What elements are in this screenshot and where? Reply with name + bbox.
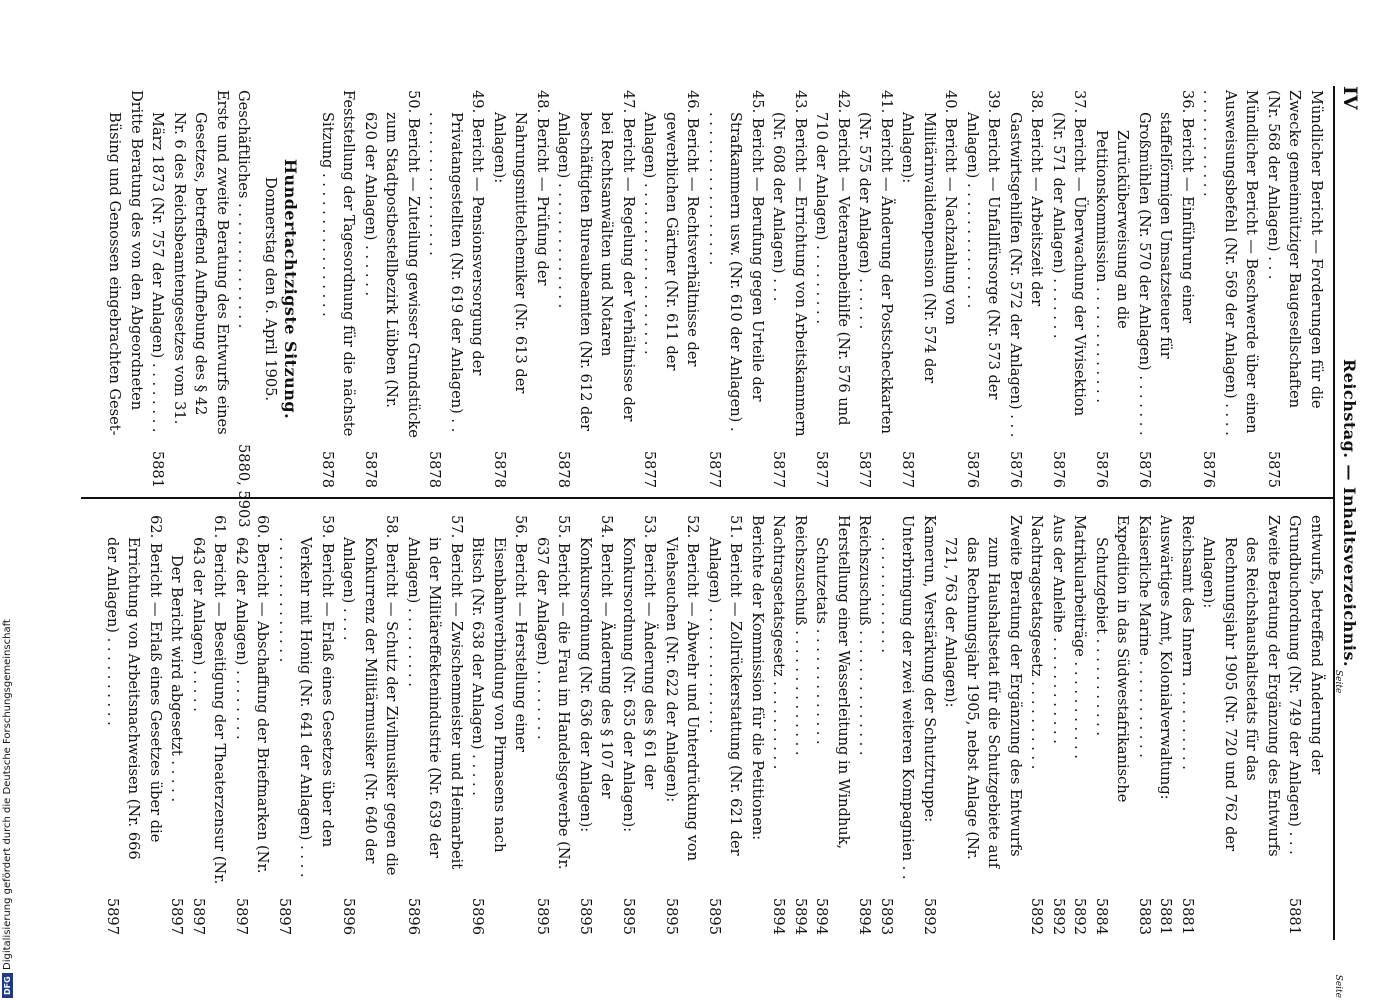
toc-entry-page: 5877 [641, 450, 659, 488]
toc-entry-text: 52. Bericht — Abwehr und Unterdrückung von Viehseuchen (Nr. 622 der Anlagen): [663, 515, 702, 862]
toc-entry-page: 5881 [1179, 897, 1196, 935]
page-header [1333, 86, 1365, 940]
toc-entry [790, 515, 812, 935]
toc-entry-text: Aus der Anleihe . . . . . . . . . . . . [1050, 515, 1067, 744]
toc-entry-page: 5892 [1028, 897, 1046, 935]
toc-entry-page: 5897 [233, 897, 250, 935]
toc-entry [403, 515, 468, 935]
toc-entry-text: Mündlicher Bericht — Beschwerde über einen Ausweisungsbefehl (Nr. 569 der Anlagen) . . . . . . . . . . . . . . . . [1200, 90, 1261, 436]
toc-entry-text: 56. Bericht — Herstellung einer Eisenbahnverbindung von Pirmasens nach Bitsch (Nr. 638 der Anlagen) . . . . . [469, 515, 530, 853]
toc-entry-text: 40. Bericht — Nachzahlung von Militärinvalidenpension (Nr. 574 der Anlagen): [899, 90, 960, 384]
toc-entry-page: 5894 [792, 897, 809, 935]
toc-entry-text: Reichszuschuß . . . . . . . . . . . . . . [792, 515, 809, 756]
toc-entry-page: 5895 [663, 897, 680, 935]
toc-entry [661, 515, 704, 935]
toc-entry-text: Kamerun, Verstärkung der Schutztruppe: [921, 515, 938, 823]
toc-entry [102, 515, 167, 935]
toc-entry-page: 5896 [340, 897, 358, 935]
toc-entry-page: 5895 [534, 897, 551, 935]
footer-text: Digitalisierung gefördert durch die Deutsche Forschungsgemeinschaft [2, 619, 13, 970]
toc-entry [360, 90, 425, 488]
column-divider [81, 497, 1333, 499]
toc-entry-page: 5892 [1050, 897, 1067, 935]
toc-entry [467, 515, 532, 935]
toc-entry-text: 49. Bericht — Pensionsversorgung der Privatangestellten (Nr. 619 der Anlagen) . . . . . . . . . . . . . . . . . . [426, 90, 487, 433]
toc-entry-page: 5877 [770, 450, 788, 488]
toc-entry [639, 90, 704, 488]
toc-entry-page: 5896 [469, 897, 487, 935]
toc-entry-page: 5884 [1093, 897, 1110, 935]
toc-entry-text: 39. Bericht — Unfallfürsorge (Nr. 573 der Anlagen) . . . . . . . . . . . . . . [964, 90, 1003, 400]
toc-entry-text: Zweite Beratung der Ergänzung des Entwurfs zum Haushaltsetat für die Schutzgebiete auf das Rechnungsjahr 1905, nebst Anlage (Nr. 721, 763 der Anlagen): [942, 515, 1024, 869]
toc-entry-text: Feststellung der Tagesordnung für die nächste Sitzung . . . . . . . . . . . . . . . . [319, 90, 358, 437]
toc-entry [704, 90, 769, 488]
toc-entry-text: Zweite Beratung der Ergänzung des Entwurfs des Reichshaushaltsetats für das Rechnungsjahr 1905 (Nr. 720 und 762 der Anlagen): [1200, 515, 1282, 857]
toc-entry-text: Reichsamt des Innern . . . . . . . . . . [1179, 515, 1196, 770]
toc-entry-page: 5881 [1286, 897, 1304, 935]
toc-entry [338, 515, 403, 935]
toc-entry [1026, 515, 1048, 935]
seite-label-left: Seite [1333, 670, 1343, 694]
toc-entry-text: Geschäftliches . . . . . . . . . . . . . . [235, 90, 253, 329]
toc-entry-text: 46. Bericht — Rechtsverhältnisse der gewerblichen Gärtner (Nr. 611 der Anlagen) . . . . . . . . . . . . . . . . . . . [641, 90, 702, 371]
toc-entry [811, 515, 854, 935]
toc-entry-text: Nachtragsetatsgesetz . . . . . . . . . . [1028, 515, 1046, 770]
toc-entry-text: Der Bericht wird abgesetzt . . . . . [168, 555, 186, 803]
right-column [102, 515, 1328, 935]
running-head: Reichstag. — Inhaltsverzeichnis. [1340, 358, 1359, 668]
toc-entry-text: 41. Bericht — Änderung der Postscheckkarten (Nr. 575 der Anlagen) . . . . . . [856, 90, 895, 434]
toc-entry [768, 90, 811, 488]
seite-label-right: Seite [1333, 974, 1343, 998]
toc-entry-text: Auswärtiges Amt, Kolonialverwaltung: [1157, 515, 1175, 800]
toc-entry [854, 90, 897, 488]
toc-entry-page: 5883 [1136, 897, 1153, 935]
toc-entry-page: 5892 [921, 897, 938, 935]
toc-entry-text: Unterbringung der zwei weiteren Kompagnien . . . . . . . . . . . . . . . [878, 515, 917, 880]
sitzung-date: Donnerstag den 6. April 1905. [262, 176, 280, 402]
toc-entry-page: 5895 [620, 897, 637, 935]
toc-entry [1048, 90, 1091, 488]
toc-entry-page: 5878 [426, 450, 444, 488]
toc-entry [575, 515, 618, 935]
toc-entry-text: 38. Bericht — Arbeitszeit der Gastwirtsgehilfen (Nr. 572 der Anlagen) . . . [1007, 90, 1046, 438]
toc-entry-page: 5880, 5903 [235, 444, 253, 528]
toc-entry-text: 42. Bericht — Veteranenbeihilfe (Nr. 576 und 710 der Anlagen) . . . . . . . . . [813, 90, 852, 426]
toc-entry-page: 5894 [856, 897, 874, 935]
toc-entry-page: 5895 [577, 897, 594, 935]
toc-entry [104, 90, 147, 488]
toc-entry [424, 90, 489, 488]
toc-entry-page: 5876 [964, 450, 981, 488]
toc-entry-page: 5897 [168, 897, 186, 935]
toc-entry-page: 5875 [1265, 450, 1282, 488]
toc-entry [231, 515, 274, 935]
toc-entry [489, 90, 554, 488]
page-number: IV [1339, 86, 1361, 110]
toc-entry-text: 47. Bericht — Regelung der Verhältnisse der bei Rechtsanwälten und Notaren beschäftigten Bureaubeamten (Nr. 612 der Anlagen) . . . . . . . . . . . . . . [555, 90, 637, 432]
right-entry-list [102, 515, 1328, 935]
left-column [104, 90, 1327, 528]
toc-entry [811, 90, 854, 488]
toc-entry-text: Matrikularbeiträge . . . . . . . . . . . [1071, 515, 1089, 759]
toc-entry-text: Nachtragsetatsgesetz . . . . . . . . . . [770, 515, 788, 770]
left-entry-list-2 [104, 90, 255, 528]
toc-entry-page: 5892 [1071, 897, 1089, 935]
left-entry-list [317, 90, 1328, 488]
toc-entry-text: 59. Bericht — Erlaß eines Gesetzes über den Verkehr mit Honig (Nr. 641 der Anlagen) . . . . . . . . . . . . . . . . . . [276, 515, 336, 878]
toc-entry-page: 5876 [1136, 450, 1153, 488]
toc-entry-page: 5881 [1157, 897, 1175, 935]
toc-entry-text: 61. Bericht — Beseitigung der Theaterzensur (Nr. 643 der Anlagen) . . . . . [190, 515, 229, 885]
toc-entry-page: 5877 [856, 450, 874, 488]
toc-entry-page: 5877 [899, 450, 917, 488]
toc-entry [747, 515, 769, 935]
toc-entry-text: 45. Bericht — Berufung gegen Urteile der Strafkammern usw. (Nr. 610 der Anlagen) . . . . . . . . . . . . . . . . . . [706, 90, 766, 432]
toc-entry-text: Zurücküberweisung an die Petitionskommission . . . . . . . . . . . . . [1093, 130, 1132, 403]
toc-entry [1134, 515, 1156, 935]
toc-entry-text: 57. Bericht — Zwischenmeister und Heimarbeit in der Militäreffektenindustrie (Nr. 639 der Anlagen) . . . . . . . . . [405, 515, 465, 870]
toc-entry [233, 90, 255, 528]
toc-entry [1005, 90, 1048, 488]
toc-entry-text: 53. Bericht — Änderung des § 61 der Konkursordnung (Nr. 635 der Anlagen): [620, 515, 659, 833]
toc-entry-text: 50. Bericht — Zuteilung gewisser Grundstücke zum Stadtpostbestellbezirk Lübben (Nr. 620 der Anlagen) . . . . . . [362, 90, 422, 438]
toc-entry-text: Expedition in das Südwestafrikanische Schutzgebiet . . . . . . . . . . . [1093, 515, 1132, 803]
toc-entry-text: 55. Bericht — die Frau im Handelsgewerbe (Nr. 637 der Anlagen) . . . . . . . . [534, 515, 573, 870]
toc-entry-page: 5878 [555, 450, 573, 488]
toc-entry-page: 5897 [190, 897, 207, 935]
toc-entry-page: 5876 [1093, 450, 1110, 488]
toc-entry [1134, 90, 1199, 488]
toc-entry-text: Reichszuschuß . . . . . . . . . . . . . . [856, 515, 874, 756]
toc-entry-text: 62. Bericht — Erlaß eines Gesetzes über die Errichtung von Arbeitsnachweisen (Nr. 666 der Anlagen) . . . . . . . . . . [104, 515, 164, 860]
toc-entry [147, 90, 233, 488]
toc-entry [768, 515, 790, 935]
toc-entry [618, 515, 661, 935]
toc-entry [897, 90, 962, 488]
toc-entry-text: 37. Bericht — Überwachung der Vivisektion (Nr. 571 der Anlagen) . . . . . . . [1050, 90, 1089, 417]
toc-entry-page: 5877 [706, 450, 723, 488]
toc-entry-text: entwurfs, betreffend Änderung der Grundbuchordnung (Nr. 749 der Anlagen) . . . [1286, 515, 1325, 855]
toc-entry [1155, 515, 1177, 935]
toc-entry-page: 5893 [878, 897, 895, 935]
toc-entry-text: 51. Bericht — Zollrückerstattung (Nr. 621 der Anlagen) . . . . . . . . . . . . . . [706, 515, 745, 856]
toc-entry-text: Herstellung einer Wasserleitung in Windhuk, Schutzetats . . . . . . . . . . . . . [813, 515, 852, 850]
toc-entry-page: 5876 [1050, 450, 1067, 488]
toc-entry-text: Dritte Beratung des von den Abgeordneten Büsing und Genossen eingebrachten Geset- [106, 90, 145, 436]
toc-entry-text: 48. Bericht — Prüfung der Nahrungsmittelchemiker (Nr. 613 der Anlagen): [491, 90, 551, 394]
toc-entry-text: 60. Bericht — Abschaffung der Briefmarken (Nr. 642 der Anlagen) . . . . . . . . [233, 515, 272, 874]
toc-entry-text: Berichte der Kommission für die Petitionen: [749, 515, 766, 841]
toc-entry-page: 5878 [491, 450, 508, 488]
toc-entry [1091, 515, 1134, 935]
toc-entry-text: 58. Bericht — Schutz der Zivilmusiker gegen die Konkurrenz der Militärmusiker (Nr. 640 der Anlagen) . . . . [340, 515, 401, 876]
toc-entry [1048, 515, 1070, 935]
toc-entry [274, 515, 339, 935]
toc-entry-page: 5896 [405, 897, 422, 935]
toc-entry-page: 5876 [1007, 450, 1024, 488]
toc-entry [704, 515, 747, 935]
toc-entry-page: 5878 [319, 450, 336, 488]
toc-entry [1069, 515, 1091, 935]
toc-entry-page: 5897 [104, 897, 121, 935]
toc-entry [1263, 90, 1328, 488]
toc-entry-text: Erste und zweite Beratung des Entwurfs eines Gesetzes, betreffend Aufhebung des § 42 Nr. 6 des Reichsbeamtengesetzes vom 31. März 1873 (Nr. 757 der Anlagen) . . . . . . . . [149, 90, 231, 435]
toc-entry-page: 5881 [149, 450, 167, 488]
toc-entry [962, 90, 1005, 488]
toc-entry [919, 515, 941, 935]
toc-entry-text: 43. Bericht — Errichtung von Arbeitskammern (Nr. 608 der Anlagen) . . . [770, 90, 809, 437]
toc-entry [188, 515, 231, 935]
dfg-logo: DFG [2, 973, 13, 998]
toc-entry-page: 5897 [276, 897, 293, 935]
toc-entry [1198, 515, 1284, 935]
toc-entry [940, 515, 1026, 935]
toc-entry-text: Mündlicher Bericht — Forderungen für die Zwecke gemeinnütziger Baugesellschaften (Nr. 568 der Anlagen) . . . [1265, 90, 1325, 409]
toc-entry-page: 5894 [813, 897, 831, 935]
toc-entry [1198, 90, 1263, 488]
toc-entry [1177, 515, 1199, 935]
toc-entry-page: 5895 [706, 897, 723, 935]
toc-entry-text: Kaiserliche Marine . . . . . . . . . . . [1136, 515, 1153, 758]
toc-entry-page: 5894 [770, 897, 788, 935]
toc-entry [1284, 515, 1327, 935]
toc-entry-text: 36. Bericht — Einführung einer staffelförmigen Umsatzsteuer für Großmühlen (Nr. 570 der Anlagen) . . . . . . . [1136, 90, 1196, 436]
toc-entry-text: 54. Bericht — Änderung des § 107 der Konkursordnung (Nr. 636 der Anlagen): [577, 515, 616, 833]
toc-entry [553, 90, 639, 488]
toc-entry [876, 515, 919, 935]
toc-entry [854, 515, 876, 935]
toc-entry-page: 5878 [362, 450, 379, 488]
toc-entry [532, 515, 575, 935]
toc-entry [317, 90, 360, 488]
sitzung-title: Hundertachtzigste Sitzung. [281, 158, 301, 420]
toc-entry-page: 5876 [1200, 450, 1218, 488]
toc-entry [1091, 90, 1134, 488]
toc-entry [166, 515, 188, 935]
toc-entry-page: 5877 [813, 450, 831, 488]
